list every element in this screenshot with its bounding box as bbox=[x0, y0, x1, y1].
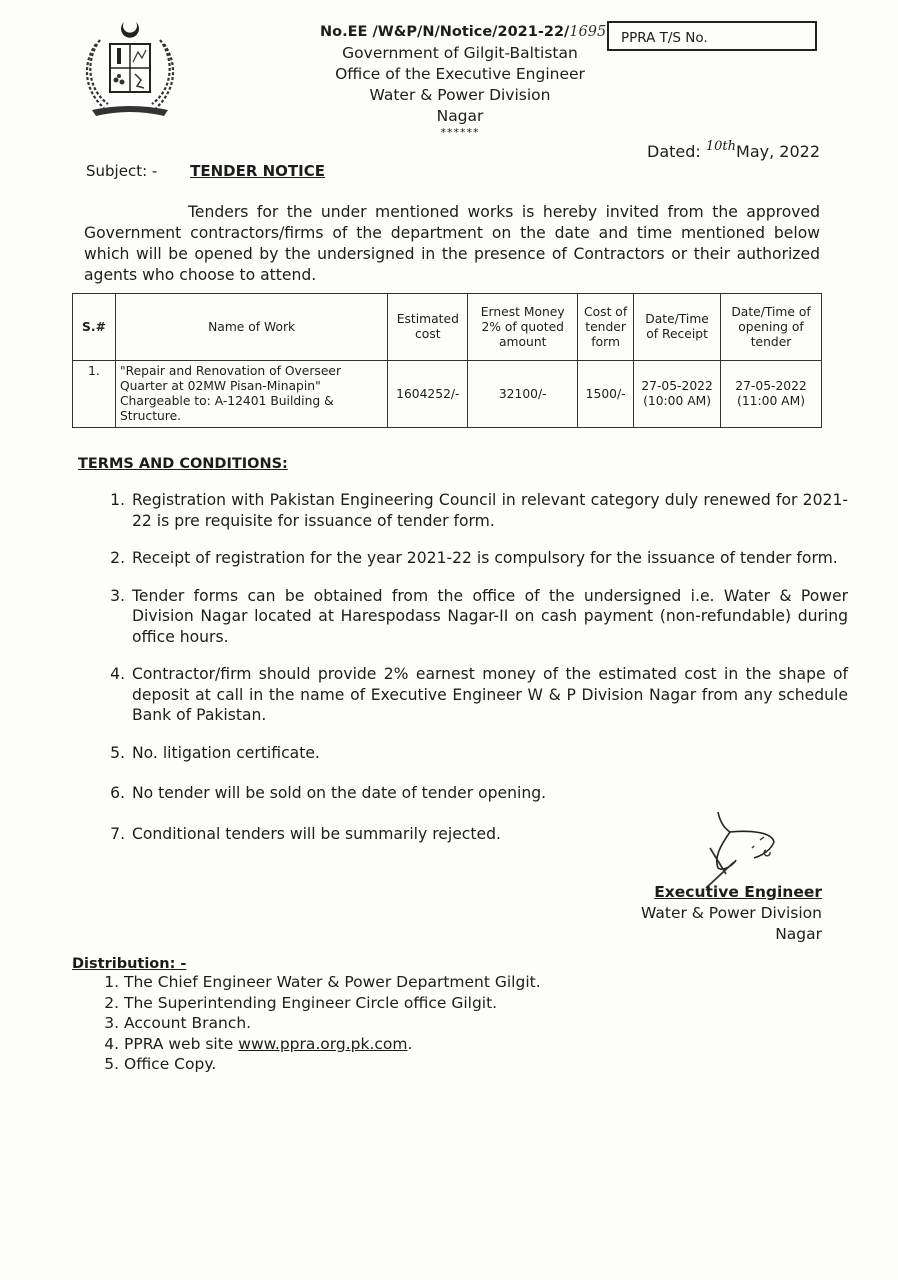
table-header-row bbox=[73, 294, 822, 361]
terms-title: TERMS AND CONDITIONS: bbox=[78, 456, 288, 472]
receipt-date: 27-05-2022 bbox=[641, 379, 713, 393]
reference-handwritten: 1695 bbox=[569, 24, 607, 40]
gilgit-baltistan-emblem-icon bbox=[78, 18, 182, 122]
opening-time: (11:00 AM) bbox=[737, 394, 805, 408]
term-item: 4. Contractor/firm should provide 2% earnest money of the estimated cost in the shape of deposit at call in the name of Executive Engineer W & P Division Nagar from any schedule Bank of Pakistan. bbox=[130, 664, 848, 726]
signatory-division: Water & Power Division bbox=[641, 904, 822, 922]
distribution-list bbox=[97, 972, 541, 1075]
government-line: Government of Gilgit-Baltistan bbox=[342, 44, 578, 62]
cell-sno: 1. bbox=[73, 361, 116, 428]
cell-tender-form-cost: 1500/- bbox=[578, 361, 634, 428]
cell-earnest-money: 32100/- bbox=[468, 361, 578, 428]
col-header-tender-form-cost: Cost of tender form bbox=[578, 294, 634, 361]
signatory-location: Nagar bbox=[775, 925, 822, 943]
distribution-item: 5. Office Copy. bbox=[124, 1054, 541, 1075]
table-row bbox=[73, 361, 822, 428]
distribution-item: 1. The Chief Engineer Water & Power Department Gilgit. bbox=[124, 972, 541, 993]
distribution-item: 3. Account Branch. bbox=[124, 1013, 541, 1034]
office-line: Office of the Executive Engineer bbox=[335, 65, 585, 83]
division-line: Water & Power Division bbox=[369, 86, 551, 104]
term-item: 3. Tender forms can be obtained from the office of the undersigned i.e. Water & Power Division Nagar located at Harespodass Nagar-II on cash payment (non-refundable) during office hours. bbox=[130, 586, 848, 648]
cell-receipt-datetime bbox=[634, 361, 721, 428]
term-item: 1. Registration with Pakistan Engineering Council in relevant category duly renewed for 2021-22 is pre requisite for issuance of tender form. bbox=[130, 490, 848, 531]
terms-list bbox=[104, 490, 848, 861]
subject-line bbox=[86, 162, 325, 180]
dated-line bbox=[647, 139, 820, 161]
col-header-opening-datetime: Date/Time of opening of tender bbox=[721, 294, 822, 361]
term-item: 2. Receipt of registration for the year 2021-22 is compulsory for the issuance of tender form. bbox=[130, 548, 848, 569]
col-header-earnest-money: Ernest Money 2% of quoted amount bbox=[468, 294, 578, 361]
col-header-estimated-cost: Estimated cost bbox=[388, 294, 468, 361]
distribution-item bbox=[124, 1034, 541, 1055]
ppra-website-link[interactable]: www.ppra.org.pk.com bbox=[238, 1034, 408, 1053]
dated-day-handwritten: 10th bbox=[705, 139, 737, 154]
distribution-title: Distribution: - bbox=[72, 956, 187, 972]
reference-number bbox=[320, 22, 607, 43]
cell-estimated-cost: 1604252/- bbox=[388, 361, 468, 428]
distribution-item-text: PPRA web site bbox=[124, 1034, 239, 1053]
term-item: 6. No tender will be sold on the date of tender opening. bbox=[130, 783, 848, 804]
signature-icon bbox=[690, 808, 810, 888]
divider-stars: ****** bbox=[440, 126, 480, 139]
receipt-time: (10:00 AM) bbox=[643, 394, 712, 408]
distribution-item: 2. The Superintending Engineer Circle office Gilgit. bbox=[124, 993, 541, 1014]
ppra-ts-number-box bbox=[607, 21, 817, 51]
location-line: Nagar bbox=[436, 107, 484, 125]
signatory-block bbox=[641, 882, 822, 945]
signatory-title: Executive Engineer bbox=[654, 883, 822, 901]
letterhead bbox=[320, 22, 607, 139]
cell-opening-datetime bbox=[721, 361, 822, 428]
dated-month-year: May, 2022 bbox=[736, 142, 820, 161]
opening-date: 27-05-2022 bbox=[735, 379, 807, 393]
col-header-name-of-work: Name of Work bbox=[115, 294, 387, 361]
col-header-sno: S.# bbox=[73, 294, 116, 361]
subject-label: Subject: - bbox=[86, 162, 158, 180]
col-header-receipt-datetime: Date/Time of Receipt bbox=[634, 294, 721, 361]
works-table bbox=[72, 293, 822, 428]
cell-name-of-work: "Repair and Renovation of Overseer Quarter at 02MW Pisan-Minapin" Chargeable to: A-12401 Building & Structure. bbox=[115, 361, 387, 428]
reference-printed: No.EE /W&P/N/Notice/2021-22/ bbox=[320, 24, 570, 40]
term-item: 7. Conditional tenders will be summarily rejected. bbox=[130, 824, 848, 845]
ppra-box-label: PPRA T/S No. bbox=[621, 30, 708, 46]
intro-paragraph: Tenders for the under mentioned works is hereby invited from the approved Government contractors/firms of the department on the date and time mentioned below which will be opened by the undersigned in the presence of Contractors or their authorized agents who choose to attend. bbox=[84, 203, 820, 284]
term-item: 5. No. litigation certificate. bbox=[130, 743, 848, 764]
link-suffix: . bbox=[407, 1034, 413, 1053]
dated-label: Dated: bbox=[647, 142, 701, 161]
subject-title: TENDER NOTICE bbox=[190, 162, 325, 180]
